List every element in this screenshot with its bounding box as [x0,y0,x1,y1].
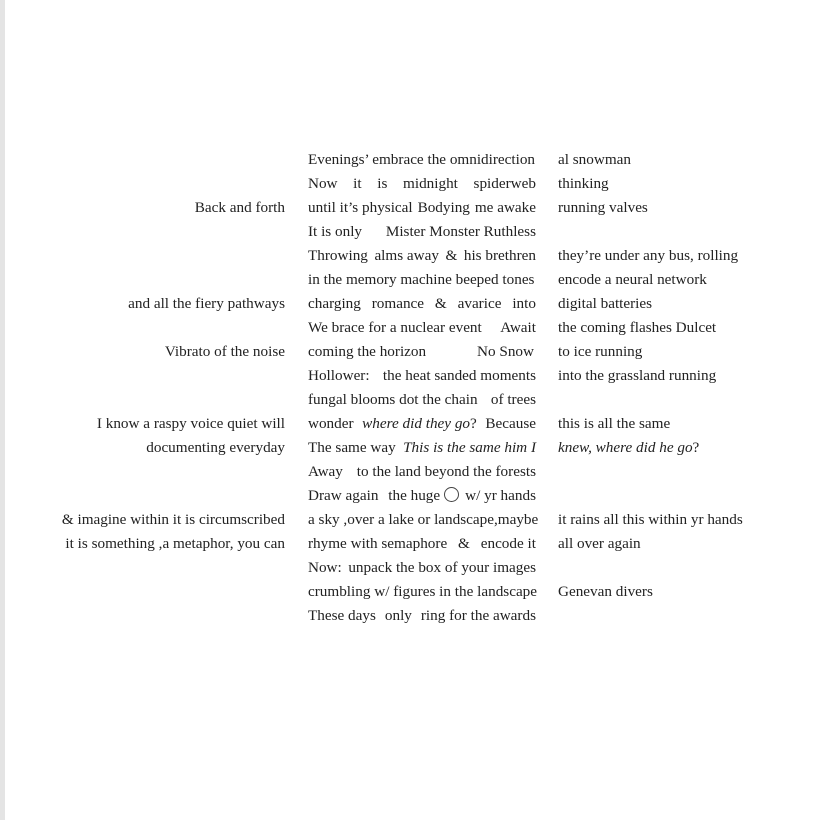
mid-column-line [308,436,536,460]
mid-column-line [308,196,536,220]
phrase: rhyme with semaphore [308,535,448,552]
word: romance [371,295,425,312]
poem-line [0,220,813,244]
mid-column-line [308,316,536,340]
punctuation: ? [692,439,700,456]
phrase: Away [308,463,343,480]
poem-line [0,436,813,460]
right-column-line: they’re under any bus, rolling [558,247,739,264]
word: it [353,175,362,192]
phrase: w/ yr hands [465,487,536,504]
left-column-line: I know a raspy voice quiet will [96,415,285,432]
italic-phrase [362,412,477,436]
poem-line [0,604,813,628]
right-column-line: all over again [558,535,641,552]
mid-column-line: crumbling w/ figures in the landscape [308,583,538,600]
mid-column-line [308,412,536,436]
phrase: wonder [308,415,354,432]
phrase: of trees [490,391,536,408]
circle-icon [444,487,459,502]
poem-line [0,172,813,196]
word: is [377,175,388,192]
poem-line [0,268,813,292]
mid-column-line [308,292,536,316]
phrase: No Snow [477,343,534,360]
phrase: The same way [308,439,396,456]
phrase: encode it [480,535,536,552]
mid-column-line: Evenings’ embrace the omnidirection [308,151,536,168]
phrase: Bodying [417,199,470,216]
italic-text: knew, where did he go [558,439,693,456]
poem-line [0,412,813,436]
phrase: his brethren [463,247,536,264]
phrase: only [384,607,412,624]
right-column-line: digital batteries [558,295,653,312]
right-column-line: Genevan divers [558,583,653,600]
phrase: Draw again [308,487,379,504]
phrase: ring for the awards [420,607,536,624]
poem-line [0,292,813,316]
left-column-line: & imagine within it is circumscribed [61,511,285,528]
phrase: me awake [474,199,536,216]
phrase [388,484,536,508]
poem-line [0,364,813,388]
punctuation: ? [470,415,477,432]
poem-line [0,388,813,412]
mid-column-line [308,556,536,580]
mid-column-line [308,220,536,244]
phrase: coming the horizon [308,343,427,360]
right-column-line: this is all the same [558,415,671,432]
poem-text [0,148,813,628]
mid-column-line [308,484,536,508]
phrase: Await [500,319,536,336]
phrase: alms away [374,247,439,264]
poem-line [0,340,813,364]
phrase: Mister Monster Ruthless [385,223,536,240]
phrase: These days [308,607,376,624]
italic-text: This is the same him I [403,439,536,456]
word: into [512,295,536,312]
phrase: & [458,535,470,552]
left-column-line: documenting everyday [146,439,285,456]
word: avarice [457,295,502,312]
right-column-line: thinking [558,175,609,192]
phrase: Throwing [308,247,368,264]
poem-line [0,508,813,532]
word: & [434,295,447,312]
phrase: to the land beyond the forests [356,463,536,480]
word: spiderweb [473,175,536,192]
mid-column-line [308,532,536,556]
left-column-line: Back and forth [194,199,285,216]
phrase: unpack the box of your images [348,559,536,576]
phrase: until it’s physical [308,199,413,216]
phrase: & [445,247,458,264]
mid-column-line: in the memory machine beeped tones [308,271,535,288]
italic-text: where did they go [362,415,471,432]
left-column-line: and all the fiery pathways [128,295,285,312]
right-column-line: it rains all this within yr hands [558,511,743,528]
poem-line [0,580,813,604]
poem-line [0,316,813,340]
right-column-line: encode a neural network [558,271,707,288]
phrase: the huge [388,487,441,504]
poem-line [0,244,813,268]
phrase: Hollower: [308,367,370,384]
right-column-line: into the grassland running [558,367,717,384]
poem-line [0,556,813,580]
word: charging [308,295,361,312]
mid-column-line [308,508,539,532]
poem-line [0,460,813,484]
phrase: a sky ,over a lake or landscape, [308,511,498,528]
mid-column-line [308,244,536,268]
right-column-line: running valves [558,199,648,216]
left-column-line: Vibrato of the noise [164,343,285,360]
poem-line [0,196,813,220]
left-column-line: it is something ,a metaphor, you can [65,535,285,552]
mid-column-line [308,460,536,484]
phrase: We brace for a nuclear event [308,319,482,336]
right-column-line: al snowman [558,151,631,168]
right-column-line: the coming flashes Dulcet [558,319,717,336]
poem-line [0,148,813,172]
phrase: Now: [308,559,342,576]
mid-column-line [308,340,536,364]
phrase: the heat sanded moments [382,367,536,384]
word: midnight [403,175,458,192]
mid-column-line [308,172,536,196]
poem-line [0,532,813,556]
phrase: maybe [497,511,539,528]
mid-column-line [308,364,536,388]
mid-column-line [308,604,536,628]
phrase: It is only [308,223,363,240]
right-column-line: to ice running [558,343,643,360]
right-column-line [558,436,699,460]
phrase: fungal blooms dot the chain [308,391,478,408]
word: Now [308,175,338,192]
poem-line [0,484,813,508]
phrase: Because [485,415,536,432]
mid-column-line [308,388,536,412]
